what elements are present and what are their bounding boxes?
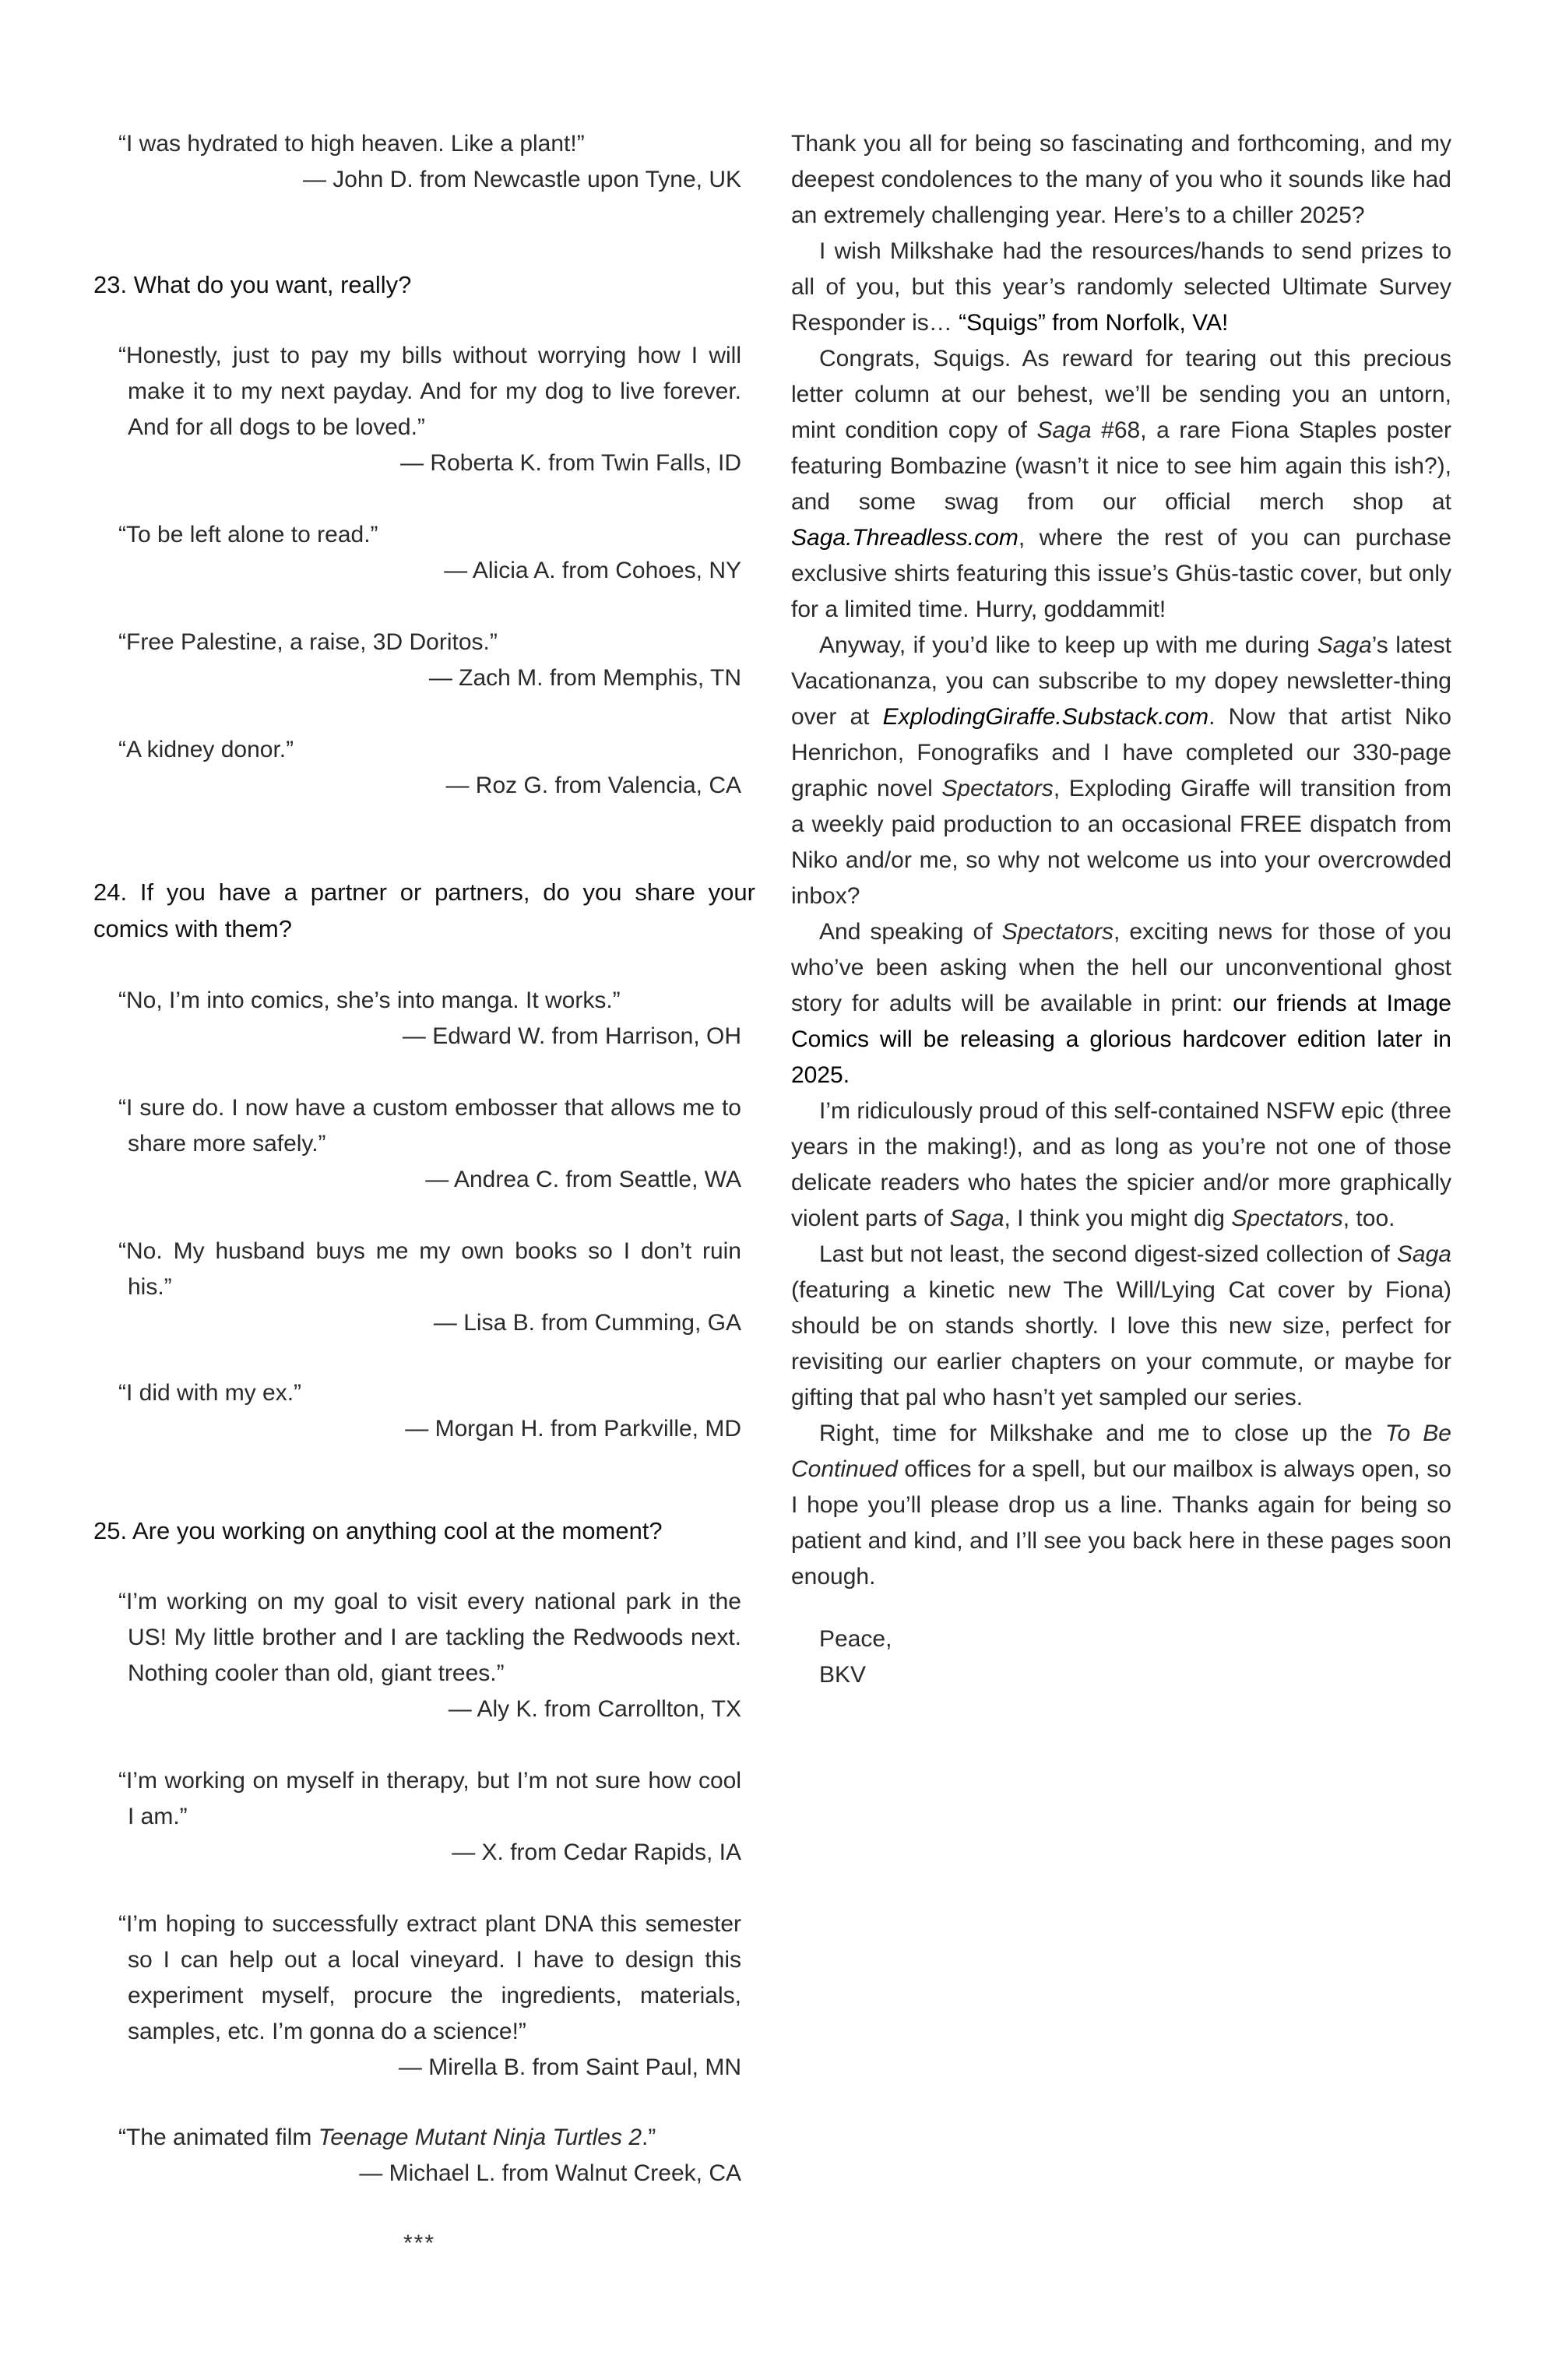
quote-text: “To be left alone to read.”	[118, 522, 378, 547]
film-title: Teenage Mutant Ninja Turtles 2	[318, 2125, 642, 2150]
quote-text: “I did with my ex.”	[118, 1380, 302, 1406]
quote-attribution: — Andrea C. from Seattle, WA	[425, 1167, 741, 1192]
question-25-heading: 25. Are you working on anything cool at the moment?	[93, 1517, 663, 1544]
merch-shop-link[interactable]: Saga.Threadless.com	[791, 525, 1019, 551]
paragraph-proud: I’m ridiculously proud of this self-contained NSFW epic (three years in the making!), and as long as you’re not one of those delicate readers who hates the spicier and/or more graphically violent parts of Saga, I think you might dig Spectators, too.	[791, 1098, 1451, 1231]
quote-text: “I was hydrated to high heaven. Like a plant!”	[118, 131, 585, 157]
paragraph-closing: Right, time for Milkshake and me to close up the To Be Continued offices for a spell, but our mailbox is always open, so I hope you’ll please drop us a line. Thanks again for being so patient and kind, and I’ll see you back here in these pages soon enough.	[791, 1421, 1451, 1590]
quote-text: “I’m hoping to successfully extract plant DNA this semester so I can help out a local vineyard. I have to design this experiment myself, procure the ingredients, materials, samples, etc. I’m gonna do a science!”	[118, 1911, 741, 2044]
quote-block	[118, 1906, 741, 2086]
quote-block	[118, 517, 741, 589]
quote-attribution: — John D. from Newcastle upon Tyne, UK	[302, 167, 741, 192]
quote-attribution: — Morgan H. from Parkville, MD	[405, 1416, 741, 1442]
newsletter-link[interactable]: ExplodingGiraffe.Substack.com	[882, 704, 1209, 730]
quote-block	[118, 126, 741, 198]
paragraph-newsletter: Anyway, if you’d like to keep up with me during Saga’s latest Vacationanza, you can subscribe to my dopey newsletter-thing over at ExplodingGiraffe.Substack.com. Now that artist Niko Henrichon, Fonografiks and I have completed our 330-page graphic novel Spectators, Exploding Giraffe will transition from a weekly paid production to an occasional FREE dispatch from Niko and/or me, so why not welcome us into your overcrowded inbox?	[791, 632, 1451, 909]
quote-attribution: — X. from Cedar Rapids, IA	[452, 1840, 741, 1865]
quote-text: “Honestly, just to pay my bills without worrying how I will make it to my next payday. And for my dog to live forever. And for all dogs to be loved.”	[118, 343, 741, 440]
quote-block	[118, 1234, 741, 1341]
quote-attribution: — Aly K. from Carrollton, TX	[448, 1696, 741, 1722]
quote-block	[118, 1584, 741, 1727]
quote-text: “The animated film Teenage Mutant Ninja Turtles 2.”	[118, 2125, 656, 2150]
paragraph-digest: Last but not least, the second digest-sized collection of Saga (featuring a kinetic new The Will/Lying Cat cover by Fiona) should be on stands shortly. I love this new size, perfect for revisiting our earlier chapters on your commute, or maybe for gifting that pal who hasn’t yet sampled our series.	[791, 1241, 1451, 1410]
winner-name: “Squigs” from Norfolk, VA!	[959, 310, 1229, 336]
quote-text: “I sure do. I now have a custom embosser that allows me to share more safely.”	[118, 1095, 741, 1157]
quote-block	[118, 2120, 741, 2192]
quote-text: “No. My husband buys me my own books so I don’t ruin his.”	[118, 1238, 741, 1300]
paragraph-spectators-news: And speaking of Spectators, exciting news for those of you who’ve been asking when the hell our unconventional ghost story for adults will be available in print: our friends at Image Comics will be releasing a glorious hardcover edition later in 2025.	[791, 919, 1451, 1088]
quote-attribution: — Michael L. from Walnut Creek, CA	[359, 2160, 741, 2186]
quote-block	[118, 1763, 741, 1871]
quote-attribution: — Zach M. from Memphis, TN	[428, 665, 741, 691]
section-separator: ***	[403, 2230, 436, 2256]
quote-attribution: — Mirella B. from Saint Paul, MN	[398, 2054, 741, 2080]
question-24-heading: 24. If you have a partner or partners, do you share your comics with them?	[93, 878, 755, 942]
quote-text: “No, I’m into comics, she’s into manga. It works.”	[118, 988, 621, 1013]
quote-text: “Free Palestine, a raise, 3D Doritos.”	[118, 629, 498, 655]
question-23-heading: 23. What do you want, really?	[93, 271, 412, 298]
quote-attribution: — Lisa B. from Cumming, GA	[433, 1310, 741, 1336]
paragraph-thanks: Thank you all for being so fascinating and forthcoming, and my deepest condolences to the many of you who it sounds like had an extremely challenging year. Here’s to a chiller 2025?	[791, 131, 1451, 228]
signoff-author: BKV	[819, 1662, 867, 1688]
quote-block	[118, 625, 741, 696]
hardcover-announcement: our friends at Image Comics will be releasing a glorious hardcover edition later in 2025.	[791, 991, 1451, 1088]
right-column	[791, 126, 1451, 1693]
paragraph-prize: I wish Milkshake had the resources/hands to send prizes to all of you, but this year’s randomly selected Ultimate Survey Responder is… “Squigs” from Norfolk, VA!	[791, 238, 1451, 336]
signoff-peace: Peace,	[819, 1626, 892, 1652]
quote-attribution: — Roberta K. from Twin Falls, ID	[400, 450, 741, 476]
quote-text: “I’m working on myself in therapy, but I’m not sure how cool I am.”	[118, 1768, 741, 1829]
paragraph-congrats: Congrats, Squigs. As reward for tearing out this precious letter column at our behest, we’ll be sending you an untorn, mint condition copy of Saga #68, a rare Fiona Staples poster featuring Bombazine (wasn’t it nice to see him again this ish?), and some swag from our official merch shop at Saga.Threadless.com, where the rest of you can purchase exclusive shirts featuring this issue’s Ghüs-tastic cover, but only for a limited time. Hurry, goddammit!	[791, 346, 1451, 622]
quote-attribution: — Edward W. from Harrison, OH	[402, 1023, 741, 1049]
quote-block	[118, 338, 741, 481]
quote-block	[118, 1090, 741, 1198]
quote-attribution: — Alicia A. from Cohoes, NY	[444, 558, 741, 583]
quote-text: “I’m working on my goal to visit every national park in the US! My little brother and I are tackling the Redwoods next. Nothing cooler than old, giant trees.”	[118, 1589, 741, 1686]
quote-block	[118, 732, 741, 804]
quote-block	[118, 983, 741, 1054]
quote-block	[118, 1375, 741, 1447]
quote-attribution: — Roz G. from Valencia, CA	[445, 773, 741, 798]
quote-text: “A kidney donor.”	[118, 737, 294, 762]
